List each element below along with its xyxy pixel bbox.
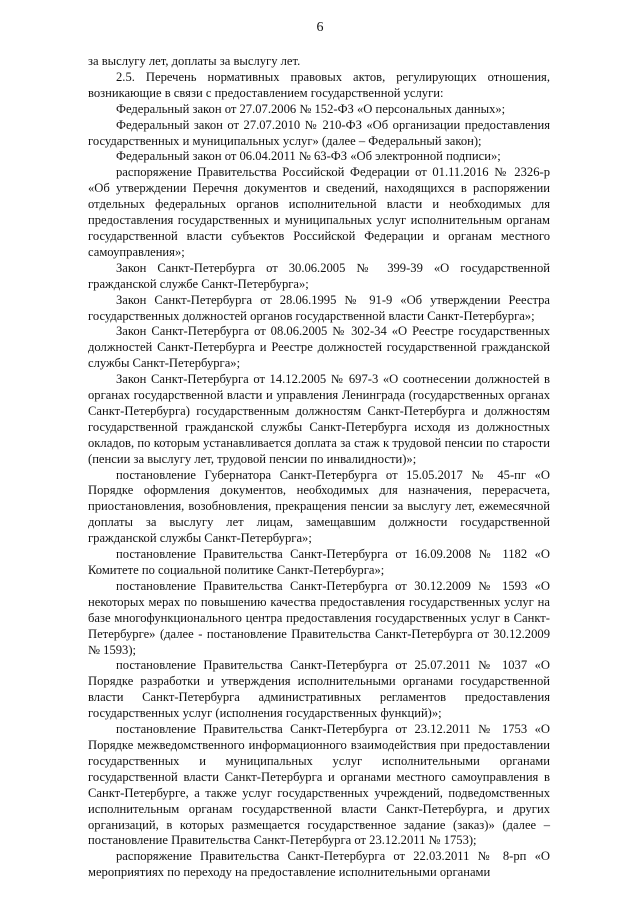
paragraph-law-91-9: Закон Санкт-Петербурга от 28.06.1995 № 91-9 «Об утверждении Реестра государственных должностей органов государственной власти Санкт-Петербурга»; bbox=[88, 292, 550, 323]
paragraph-law-399-39: Закон Санкт-Петербурга от 30.06.2005 № 399-39 «О государственной гражданской службе Санкт-Петербурга»; bbox=[88, 260, 550, 291]
paragraph-law-152-fz: Федеральный закон от 27.07.2006 № 152-ФЗ «О персональных данных»; bbox=[116, 101, 506, 116]
document-body bbox=[88, 54, 550, 881]
paragraph-resolution-1593: постановление Правительства Санкт-Петербурга от 30.12.2009 № 1593 «О некоторых мерах по повышению качества предоставления государственных услуг на базе многофункционального центра предоставления государственных услуг в Санкт-Петербурге» (далее - постановление Правительства Санкт-Петербурга от 30.12.2009 № 1593); bbox=[88, 578, 550, 657]
paragraph-law-697-3: Закон Санкт-Петербурга от 14.12.2005 № 697-3 «О соотнесении должностей в органах государственной власти и управления Ленинграда (государственных органах Санкт-Петербурга) государственным должностям Санкт-Петербурга и должностям государственной гражданской службы Санкт-Петербурга исходя из должностных окладов, по которым устанавливается доплата за стаж к трудовой пенсии по старости (пенсии за выслугу лет, трудовой пенсии по инвалидности)»; bbox=[88, 372, 550, 466]
paragraph-order-2326-r: распоряжение Правительства Российской Федерации от 01.11.2016 № 2326-р «Об утверждении Перечня документов и сведений, находящихся в распоряжении отдельных федеральных органов исполнительной власти и необходимых для предоставления государственных и муниципальных услуг исполнительным органам государственной власти субъектов Российской Федерации и органам местного самоуправления»; bbox=[88, 165, 550, 259]
paragraph-law-302-34: Закон Санкт-Петербурга от 08.06.2005 № 302-34 «О Реестре государственных должностей Санкт-Петербурга и Реестре должностей государственной гражданской службы Санкт-Петербурга»; bbox=[88, 324, 550, 371]
paragraph-order-8-rp: распоряжение Правительства Санкт-Петербурга от 22.03.2011 № 8-рп «О мероприятиях по переходу на предоставление исполнительными органами bbox=[88, 849, 550, 880]
paragraph-resolution-1753: постановление Правительства Санкт-Петербурга от 23.12.2011 № 1753 «О Порядке межведомственного информационного взаимодействия при предоставлении государственных и муниципальных услуг исполнительными органами государственной власти Санкт-Петербурга и органами местного самоуправления в Санкт-Петербурге, а также услуг государственных учреждений, подведомственных исполнительным органам государственной власти Санкт-Петербурга, и других организаций, в которых размещается государственное задание (заказ)» (далее – постановление Правительства Санкт-Петербурга от 23.12.2011 № 1753); bbox=[88, 722, 550, 848]
paragraph-law-210-fz: Федеральный закон от 27.07.2010 № 210-ФЗ «Об организации предоставления государственных и муниципальных услуг» (далее – Федеральный закон); bbox=[88, 117, 550, 148]
paragraph-section-2-5: 2.5. Перечень нормативных правовых актов, регулирующих отношения, возникающие в связи с предоставлением государственной услуги: bbox=[88, 69, 550, 100]
paragraph-law-63-fz: Федеральный закон от 06.04.2011 № 63-ФЗ «Об электронной подписи»; bbox=[116, 149, 501, 164]
paragraph-decree-45-pg: постановление Губернатора Санкт-Петербурга от 15.05.2017 № 45-пг «О Порядке оформления документов, необходимых для назначения, перерасчета, приостановления, возобновления, прекращения пенсии за выслугу лет, ежемесячной доплаты за выслугу лет лицам, замещавшим должности государственной гражданской службы Санкт-Петербурга»; bbox=[88, 467, 550, 546]
paragraph-continuation: за выслугу лет, доплаты за выслугу лет. bbox=[88, 54, 301, 68]
page-number: 6 bbox=[316, 20, 324, 35]
paragraph-resolution-1182: постановление Правительства Санкт-Петербурга от 16.09.2008 № 1182 «О Комитете по социальной политике Санкт-Петербурга»; bbox=[88, 547, 550, 577]
paragraph-resolution-1037: постановление Правительства Санкт-Петербурга от 25.07.2011 № 1037 «О Порядке разработки и утверждения исполнительными органами государственной власти Санкт-Петербурга административных регламентов предоставления государственных услуг (исполнения государственных функций)»; bbox=[88, 658, 550, 721]
